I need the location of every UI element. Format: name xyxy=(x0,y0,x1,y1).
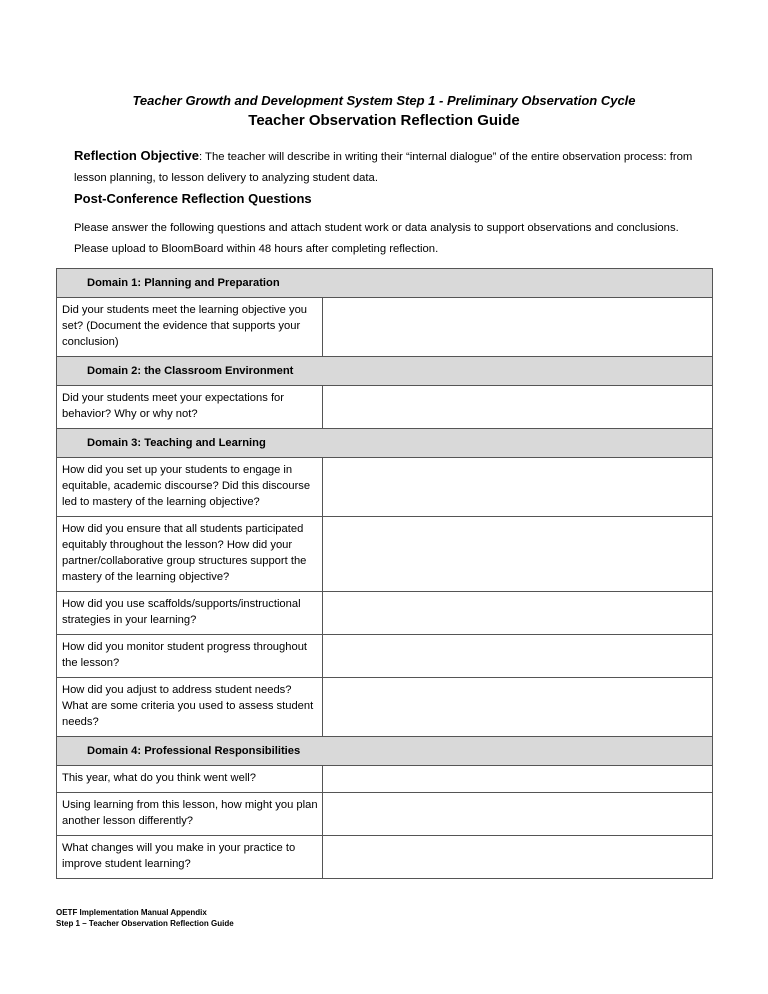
question-row xyxy=(57,592,713,635)
domain-header-row xyxy=(57,357,713,386)
question-row xyxy=(57,635,713,678)
question-text: What changes will you make in your practice to improve student learning? xyxy=(57,836,323,879)
question-text: How did you set up your students to engage in equitable, academic discourse? Did this discourse led to mastery of the learning objective? xyxy=(57,458,323,517)
answer-cell[interactable] xyxy=(323,386,713,429)
answer-cell[interactable] xyxy=(323,635,713,678)
question-row xyxy=(57,298,713,357)
section-heading: Post-Conference Reflection Questions xyxy=(74,191,312,206)
instructions-text: Please answer the following questions and attach student work or data analysis to support observations and conclusions. Please upload to BloomBoard within 48 hours after completing reflection. xyxy=(74,222,679,255)
question-row xyxy=(57,678,713,737)
question-row xyxy=(57,766,713,793)
answer-cell[interactable] xyxy=(323,458,713,517)
footer-line-2: Step 1 – Teacher Observation Reflection Guide xyxy=(56,919,234,928)
reflection-table xyxy=(56,268,713,879)
question-text: How did you ensure that all students participated equitably throughout the lesson? How did your partner/collaborative group structures support the mastery of the learning objective? xyxy=(57,517,323,592)
question-text: Using learning from this lesson, how might you plan another lesson differently? xyxy=(57,793,323,836)
question-text: Did your students meet your expectations for behavior? Why or why not? xyxy=(57,386,323,429)
answer-cell[interactable] xyxy=(323,517,713,592)
question-text: How did you adjust to address student needs? What are some criteria you used to assess student needs? xyxy=(57,678,323,737)
question-row xyxy=(57,793,713,836)
footer-line-1: OETF Implementation Manual Appendix xyxy=(56,908,207,917)
document-subtitle: Teacher Growth and Development System Step 1 - Preliminary Observation Cycle xyxy=(132,93,636,108)
answer-cell[interactable] xyxy=(323,766,713,793)
question-text: How did you monitor student progress throughout the lesson? xyxy=(57,635,323,678)
page-footer xyxy=(56,907,234,929)
question-text: Did your students meet the learning objective you set? (Document the evidence that supports your conclusion) xyxy=(57,298,323,357)
question-text: How did you use scaffolds/supports/instructional strategies in your learning? xyxy=(57,592,323,635)
domain-title: Domain 1: Planning and Preparation xyxy=(57,269,713,298)
answer-cell[interactable] xyxy=(323,678,713,737)
objective-text: : The teacher will describe in writing their “internal dialogue” of the entire observation process: from lesson planning, to lesson delivery to analyzing student data. xyxy=(74,151,693,184)
reflection-objective xyxy=(74,145,714,189)
document-title: Teacher Observation Reflection Guide xyxy=(248,112,520,129)
answer-cell[interactable] xyxy=(323,592,713,635)
objective-label: Reflection Objective xyxy=(74,148,199,163)
question-row xyxy=(57,517,713,592)
domain-title: Domain 2: the Classroom Environment xyxy=(57,357,713,386)
domain-title: Domain 4: Professional Responsibilities xyxy=(57,737,713,766)
question-row xyxy=(57,386,713,429)
domain-title: Domain 3: Teaching and Learning xyxy=(57,429,713,458)
answer-cell[interactable] xyxy=(323,836,713,879)
question-row xyxy=(57,836,713,879)
question-text: This year, what do you think went well? xyxy=(57,766,323,793)
answer-cell[interactable] xyxy=(323,793,713,836)
domain-header-row xyxy=(57,429,713,458)
domain-header-row xyxy=(57,737,713,766)
question-row xyxy=(57,458,713,517)
answer-cell[interactable] xyxy=(323,298,713,357)
domain-header-row xyxy=(57,269,713,298)
